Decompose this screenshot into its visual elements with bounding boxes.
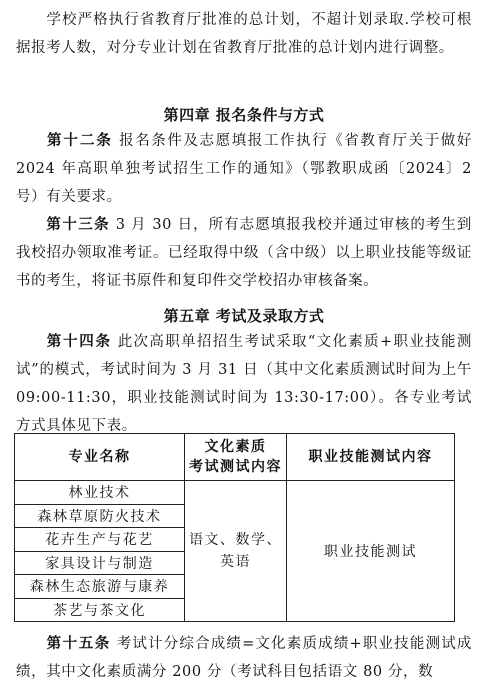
table-header-row [15, 434, 455, 481]
major-cell: 茶艺与茶文化 [15, 598, 185, 622]
header-major-name: 专业名称 [15, 434, 185, 481]
header-culture-line2: 考试测试内容 [189, 459, 282, 475]
article-15-label: 第十五条 [46, 635, 111, 652]
major-cell: 森林生态旅游与康养 [15, 575, 185, 599]
article-14 [16, 328, 472, 440]
article-15 [16, 630, 472, 686]
article-13-text: 3 月 30 日，所有志愿填报我校并通过审核的考生到我校招办领取准考证。已经取得中级（含中级）以上职业技能等级证书的考生，将证书原件和复印件交学校招办审核备案。 [16, 217, 473, 289]
article-12-label: 第十二条 [46, 132, 113, 149]
culture-test-line1: 语文、数学、 [189, 532, 282, 548]
major-cell: 花卉生产与花艺 [15, 528, 185, 552]
paragraph-total-plan [16, 6, 472, 62]
header-culture-test [185, 434, 287, 481]
major-cell: 林业技术 [15, 481, 185, 505]
exam-method-table [14, 433, 455, 622]
chapter-5-title: 第五章 考试及录取方式 [163, 307, 325, 325]
article-13-label: 第十三条 [46, 216, 111, 233]
major-cell: 家具设计与制造 [15, 551, 185, 575]
paragraph-total-plan-text: 学校严格执行省教育厅批准的总计划，不超计划录取.学校可根据报考人数，对分专业计划在省教育厅批准的总计划内进行调整。 [16, 12, 472, 56]
article-14-label: 第十四条 [46, 333, 112, 350]
culture-test-line2: 英语 [220, 554, 251, 570]
table-row [15, 481, 455, 505]
article-12 [16, 127, 472, 211]
culture-test-cell [185, 481, 287, 622]
article-13 [16, 211, 472, 295]
article-12-text: 报名条件及志愿填报工作执行《省教育厅关于做好 2024 年高职单独考试招生工作的通知》（鄂教职成函〔2024〕2 号）有关要求。 [16, 133, 472, 205]
header-skill-test: 职业技能测试内容 [287, 434, 455, 481]
article-15-text: 考试计分综合成绩=文化素质成绩+职业技能测试成绩，其中文化素质满分 200 分（考试科目包括语文 80 分，数 [16, 636, 472, 680]
header-culture-line1: 文化素质 [204, 439, 267, 455]
skill-test-cell: 职业技能测试 [287, 481, 455, 622]
article-14-text: 此次高职单招招生考试采取“文化素质+职业技能测试”的模式，考试时间为 3 月 31 日（其中文化素质测试时间为上午 09:00-11:30，职业技能测试时间为 13:30-17:00）。各专业考试方式具体见下表。 [16, 334, 472, 434]
major-cell: 森林草原防火技术 [15, 504, 185, 528]
chapter-4-title: 第四章 报名条件与方式 [163, 106, 325, 124]
